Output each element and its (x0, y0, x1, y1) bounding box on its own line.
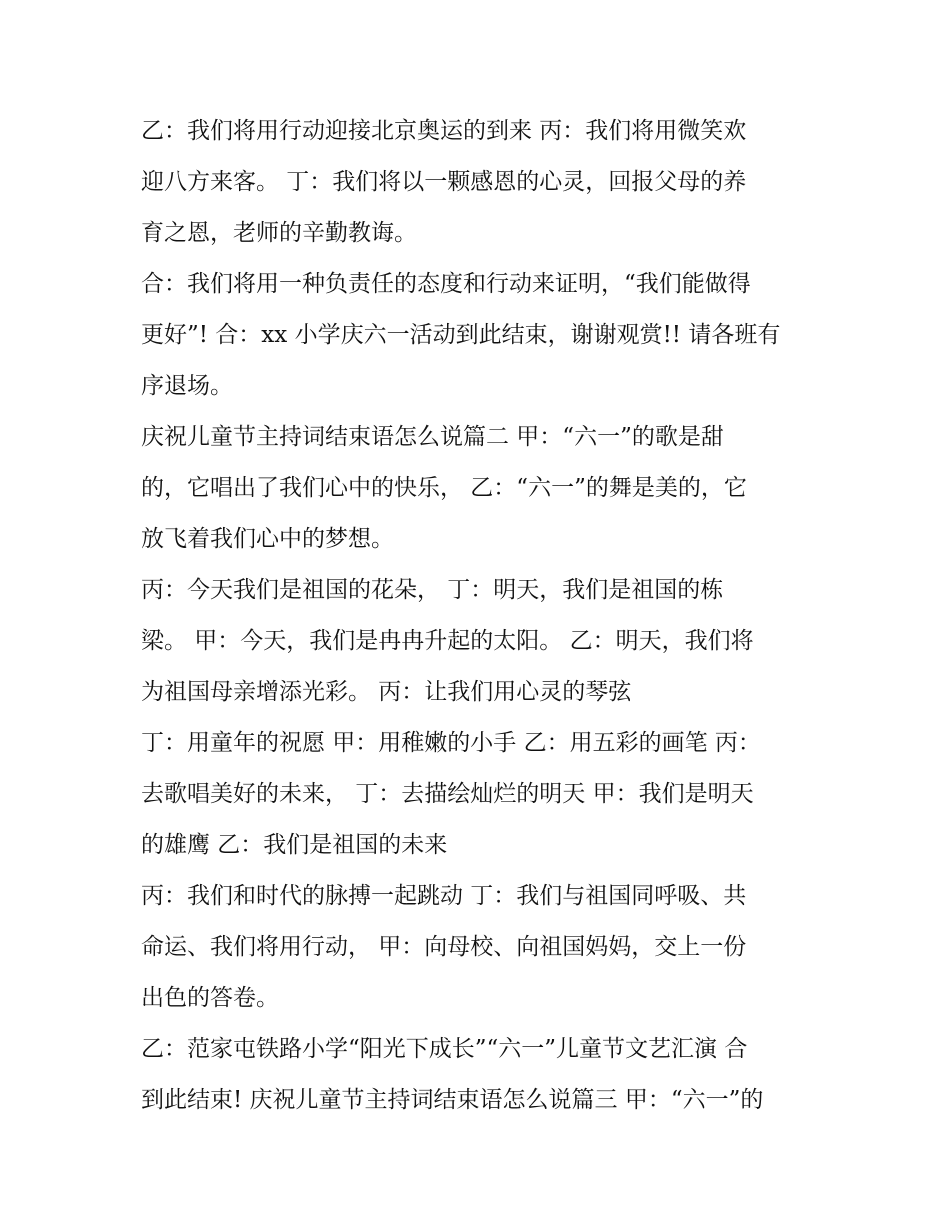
text-line-17: 命运、我们将用行动， 甲：向母校、向祖国妈妈，交上一份 (141, 934, 747, 960)
text-line-19: 乙：范家屯铁路小学“阳光下成长”“六一”儿童节文艺汇演 合 (141, 1036, 748, 1062)
text-line-14: 去歌唱美好的未来， 丁：去描绘灿烂的明天 甲：我们是明天 (141, 781, 754, 807)
text-line-4: 合：我们将用一种负责任的态度和行动来证明，“我们能做得 (141, 271, 751, 297)
text-line-9: 放飞着我们心中的梦想。 (141, 526, 394, 552)
text-line-10: 丙：今天我们是祖国的花朵， 丁：明天，我们是祖国的栋 (141, 577, 724, 603)
text-line-16: 丙：我们和时代的脉搏一起跳动 丁：我们与祖国同呼吸、共 (141, 883, 747, 909)
text-line-6: 序退场。 (141, 373, 233, 399)
text-line-1: 乙：我们将用行动迎接北京奥运的到来 丙：我们将用微笑欢 (141, 118, 747, 144)
text-line-13: 丁：用童年的祝愿 甲：用稚嫩的小手 乙：用五彩的画笔 丙： (141, 730, 761, 756)
text-line-7: 庆祝儿童节主持词结束语怎么说篇二 甲：“六一”的歌是甜 (141, 424, 724, 450)
text-line-20: 到此结束! 庆祝儿童节主持词结束语怎么说篇三 甲：“六一”的 (141, 1087, 764, 1113)
text-line-5: 更好”! 合：xx 小学庆六一活动到此结束，谢谢观赏!! 请各班有 (141, 322, 781, 348)
text-line-11: 梁。 甲：今天，我们是冉冉升起的太阳。 乙：明天，我们将 (141, 628, 754, 654)
text-line-2: 迎八方来客。 丁：我们将以一颗感恩的心灵，回报父母的养 (141, 169, 747, 195)
text-line-12: 为祖国母亲增添光彩。 丙：让我们用心灵的琴弦 (141, 679, 632, 705)
text-line-15: 的雄鹰 乙：我们是祖国的未来 (141, 832, 448, 858)
text-line-18: 出色的答卷。 (141, 985, 279, 1011)
text-line-3: 育之恩，老师的辛勤教诲。 (141, 220, 417, 246)
document-body (141, 106, 821, 1126)
text-line-8: 的，它唱出了我们心中的快乐， 乙：“六一”的舞是美的，它 (141, 475, 747, 501)
